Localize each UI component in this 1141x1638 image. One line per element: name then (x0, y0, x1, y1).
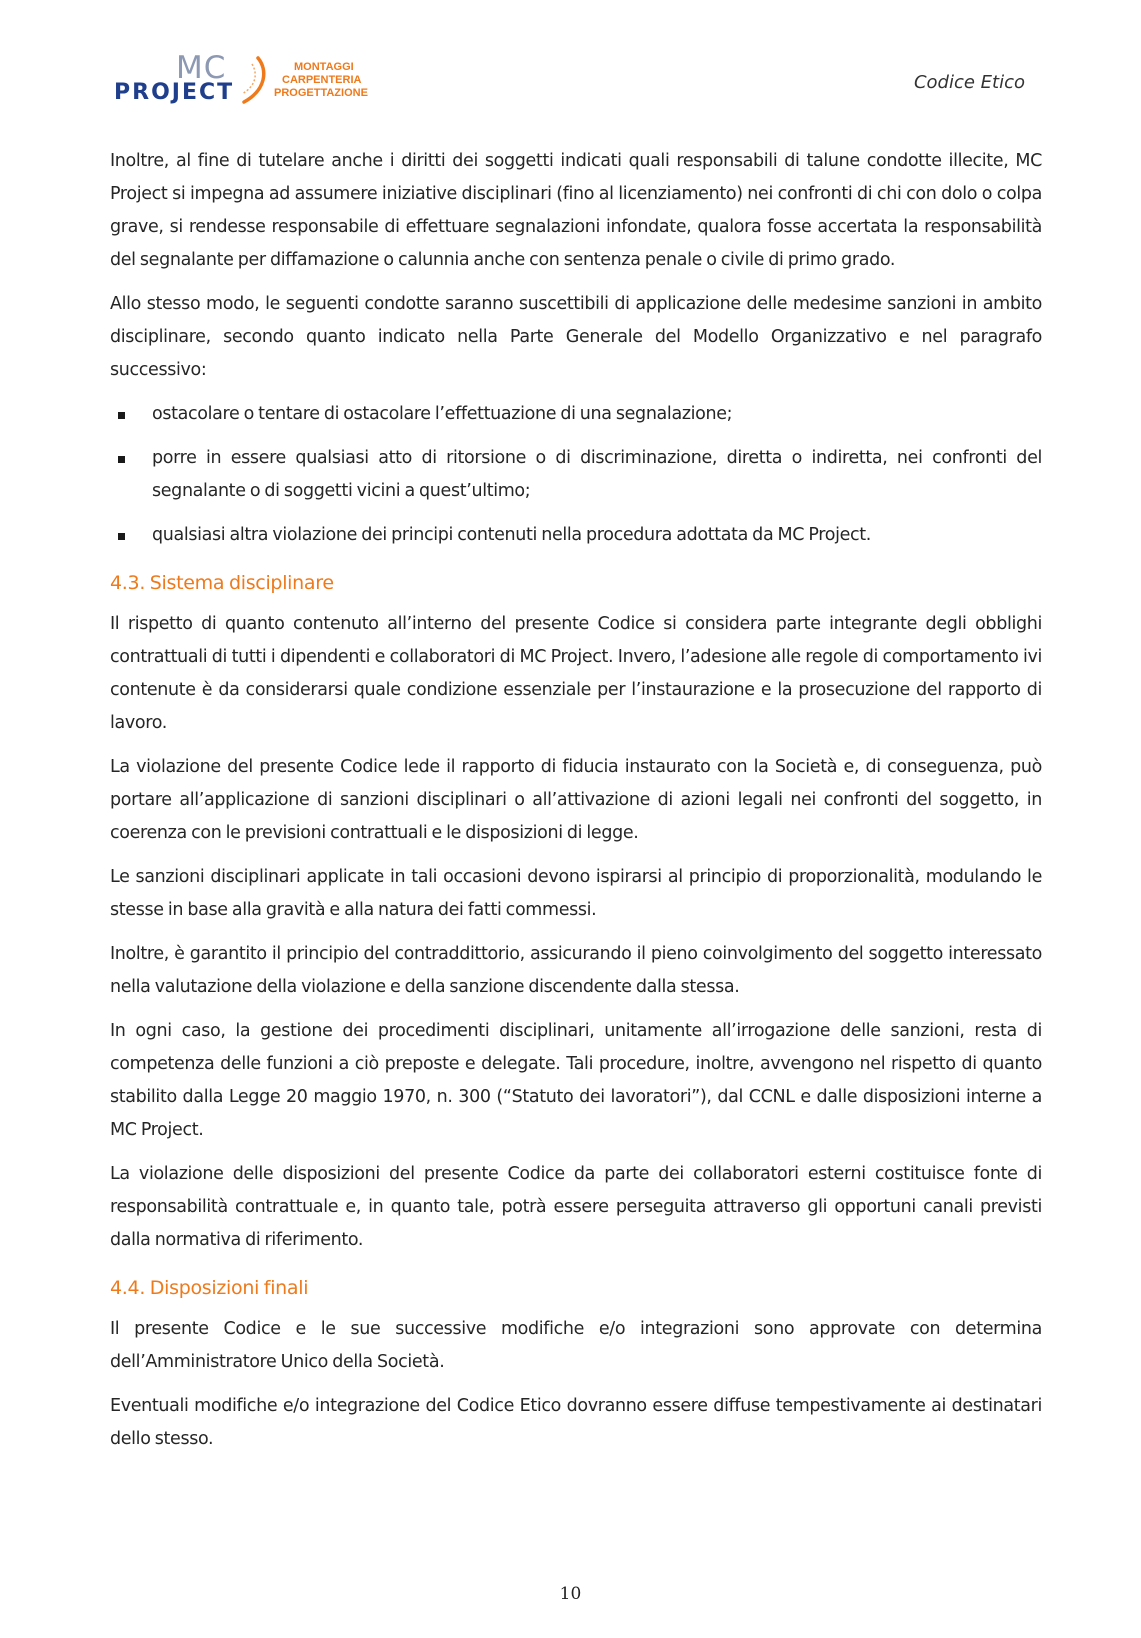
company-logo (114, 52, 384, 112)
paragraph: La violazione delle disposizioni del presente Codice da parte dei collaboratori esterni costituisce fonte di responsabilità contrattuale e, in quanto tale, potrà essere perseguita attraverso gli opportuni canali previsti dalla normativa di riferimento. (110, 1164, 1042, 1250)
paragraph: Il presente Codice e le sue successive modifiche e/o integrazioni sono approvate con determina dell’Amministratore Unico della Società. (110, 1319, 1042, 1372)
logo-mc-text: MC (176, 50, 227, 86)
paragraph: Inoltre, è garantito il principio del contraddittorio, assicurando il pieno coinvolgimento del soggetto interessato nella valutazione della violazione e della sanzione discendente dalla stessa. (110, 944, 1042, 997)
list-item (110, 398, 1042, 431)
section-heading-4-3: 4.3. Sistema disciplinare (110, 572, 334, 594)
paragraph: La violazione del presente Codice lede il rapporto di fiducia instaurato con la Società e, di conseguenza, può portare all’applicazione di sanzioni disciplinari o all’attivazione di azioni legali nei confronti del soggetto, in coerenza con le previsioni contrattuali e le disposizioni di legge. (110, 757, 1042, 843)
page-number: 10 (559, 1584, 582, 1604)
paragraph: In ogni caso, la gestione dei procedimenti disciplinari, unitamente all’irrogazione delle sanzioni, resta di competenza delle funzioni a ciò preposte e delegate. Tali procedure, inoltre, avvengono nel rispetto di quanto stabilito dalla Legge 20 maggio 1970, n. 300 (“Statuto dei lavoratori”), dal CCNL e dalle disposizioni interne a MC Project. (110, 1021, 1042, 1140)
document-title: Codice Etico (913, 72, 1025, 93)
page-header (0, 0, 1141, 130)
section-heading-4-4: 4.4. Disposizioni finali (110, 1277, 309, 1299)
page-content (110, 145, 1042, 1467)
logo-swoosh-icon (238, 56, 274, 106)
list-item (110, 442, 1042, 508)
bullet-list (110, 398, 1042, 552)
square-bullet-icon (118, 412, 125, 419)
paragraph: Inoltre, al fine di tutelare anche i diritti dei soggetti indicati quali responsabili di talune condotte illecite, MC Project si impegna ad assumere iniziative disciplinari (fino al licenziamento) nei confronti di chi con dolo o colpa grave, si rendesse responsabile di effettuare segnalazioni infondate, qualora fosse accertata la responsabilità del segnalante per diffamazione o calunnia anche con sentenza penale o civile di primo grado. (110, 151, 1042, 270)
logo-project-text: PROJECT (114, 80, 235, 105)
list-item-text: ostacolare o tentare di ostacolare l’effettuazione di una segnalazione; (152, 404, 733, 424)
paragraph: Allo stesso modo, le seguenti condotte saranno suscettibili di applicazione delle medesime sanzioni in ambito disciplinare, secondo quanto indicato nella Parte Generale del Modello Organizzativo e nel paragrafo successivo: (110, 294, 1042, 380)
list-item-text: qualsiasi altra violazione dei principi contenuti nella procedura adottata da MC Project. (152, 525, 871, 545)
square-bullet-icon (118, 456, 125, 463)
list-item-text: porre in essere qualsiasi atto di ritorsione o di discriminazione, diretta o indiretta, nei confronti del segnalante o di soggetti vicini a quest’ultimo; (152, 448, 1042, 501)
logo-tagline-2: CARPENTERIA (282, 74, 362, 86)
square-bullet-icon (118, 533, 125, 540)
list-item (110, 519, 1042, 552)
paragraph: Il rispetto di quanto contenuto all’interno del presente Codice si considera parte integrante degli obblighi contrattuali di tutti i dipendenti e collaboratori di MC Project. Invero, l’adesione alle regole di comportamento ivi contenute è da considerarsi quale condizione essenziale per l’instaurazione e la prosecuzione del rapporto di lavoro. (110, 614, 1042, 733)
logo-tagline (274, 61, 368, 100)
paragraph: Eventuali modifiche e/o integrazione del Codice Etico dovranno essere diffuse tempestivamente ai destinatari dello stesso. (110, 1396, 1042, 1449)
logo-tagline-1: MONTAGGI (294, 61, 354, 73)
paragraph: Le sanzioni disciplinari applicate in tali occasioni devono ispirarsi al principio di proporzionalità, modulando le stesse in base alla gravità e alla natura dei fatti commessi. (110, 867, 1042, 920)
logo-tagline-3: PROGETTAZIONE (274, 87, 368, 99)
